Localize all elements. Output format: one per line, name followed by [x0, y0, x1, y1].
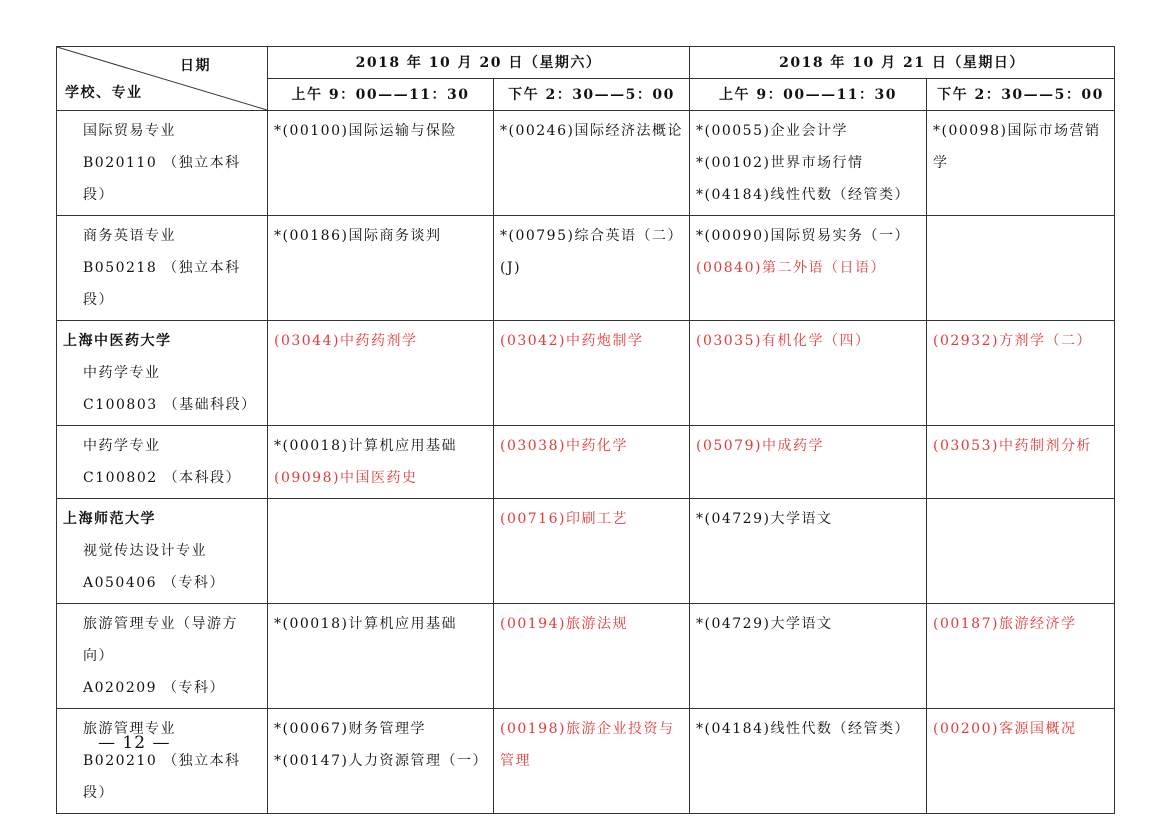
course-entry: *(04729)大学语文 — [696, 616, 833, 632]
day2-am-header: 上午 9：00——11：30 — [690, 79, 927, 111]
exam-slot-cell — [268, 111, 494, 216]
table-row — [57, 111, 1115, 216]
table-row — [57, 499, 1115, 604]
major-name: 旅游管理专业（导游方向） — [83, 616, 238, 664]
major-name: 中药学专业 — [83, 438, 161, 454]
major-code: C100803 （基础科段） — [83, 397, 257, 413]
course-entry: (00200)客源国概况 — [933, 721, 1077, 737]
exam-slot-cell — [690, 111, 927, 216]
exam-slot-cell — [494, 499, 690, 604]
major-code: B020110 （独立本科段） — [83, 155, 241, 203]
major-code: B050218 （独立本科段） — [83, 260, 241, 308]
school-name: 上海中医药大学 — [63, 333, 172, 349]
course-entry: *(00018)计算机应用基础 — [274, 616, 457, 632]
exam-slot-cell — [927, 111, 1115, 216]
exam-slot-cell — [690, 709, 927, 814]
exam-slot-cell — [927, 604, 1115, 709]
exam-slot-cell — [690, 499, 927, 604]
course-entry: (05079)中成药学 — [696, 438, 824, 454]
corner-school-label: 学校、专业 — [65, 85, 143, 101]
exam-slot-cell — [690, 216, 927, 321]
course-entry: (03042)中药炮制学 — [500, 333, 644, 349]
major-code: C100802 （本科段） — [83, 470, 242, 486]
exam-slot-cell — [927, 426, 1115, 499]
major-name: 视觉传达设计专业 — [83, 543, 207, 559]
course-entry: (02932)方剂学（二） — [933, 333, 1092, 349]
course-entry: *(00090)国际贸易实务（一） — [696, 228, 910, 244]
exam-slot-cell — [268, 321, 494, 426]
course-entry: *(04184)线性代数（经管类） — [696, 721, 910, 737]
exam-slot-cell — [927, 499, 1115, 604]
major-cell — [57, 604, 268, 709]
major-code: A050406 （专科） — [83, 575, 226, 591]
major-name: 旅游管理专业 — [83, 721, 176, 737]
course-entry: (00198)旅游企业投资与管理 — [500, 721, 675, 769]
course-entry: *(00067)财务管理学 — [274, 721, 426, 737]
course-entry: (03035)有机化学（四） — [696, 333, 871, 349]
table-row — [57, 321, 1115, 426]
table-row — [57, 709, 1115, 814]
major-code: A020209 （专科） — [83, 680, 226, 696]
exam-slot-cell — [690, 426, 927, 499]
day2-pm-header: 下午 2：30——5：00 — [927, 79, 1115, 111]
exam-slot-cell — [268, 709, 494, 814]
day1-header: 2018 年 10 月 20 日（星期六） — [268, 47, 690, 79]
major-cell — [57, 709, 268, 814]
course-entry: (03038)中药化学 — [500, 438, 628, 454]
header-corner-cell — [57, 47, 268, 111]
major-cell — [57, 111, 268, 216]
course-entry: *(00055)企业会计学 — [696, 123, 848, 139]
table-row — [57, 426, 1115, 499]
exam-slot-cell — [268, 426, 494, 499]
course-entry: (00716)印刷工艺 — [500, 511, 628, 527]
school-name: 上海师范大学 — [63, 511, 156, 527]
major-cell — [57, 499, 268, 604]
exam-slot-cell — [494, 426, 690, 499]
exam-slot-cell — [690, 604, 927, 709]
course-entry: *(00246)国际经济法概论 — [500, 123, 683, 139]
corner-date-label: 日期 — [180, 58, 211, 74]
exam-slot-cell — [494, 709, 690, 814]
course-entry: (00194)旅游法规 — [500, 616, 628, 632]
table-row — [57, 604, 1115, 709]
schedule-body — [57, 111, 1115, 814]
major-cell — [57, 216, 268, 321]
exam-slot-cell — [494, 111, 690, 216]
course-entry: *(00098)国际市场营销学 — [933, 123, 1101, 171]
table-row — [57, 216, 1115, 321]
major-cell — [57, 426, 268, 499]
course-entry: (09098)中国医药史 — [274, 470, 418, 486]
course-entry: (00187)旅游经济学 — [933, 616, 1077, 632]
course-entry: *(00102)世界市场行情 — [696, 155, 864, 171]
course-entry: *(00018)计算机应用基础 — [274, 438, 457, 454]
course-entry: *(04184)线性代数（经管类） — [696, 187, 910, 203]
course-entry: *(00100)国际运输与保险 — [274, 123, 457, 139]
page-number: — 12 — — [98, 733, 171, 753]
exam-slot-cell — [494, 216, 690, 321]
day1-pm-header: 下午 2：30——5：00 — [494, 79, 690, 111]
course-entry: (03053)中药制剂分析 — [933, 438, 1092, 454]
course-entry: *(00795)综合英语（二）(J) — [500, 228, 683, 276]
course-entry: *(04729)大学语文 — [696, 511, 833, 527]
exam-schedule-table — [56, 46, 1115, 814]
major-code: B020210 （独立本科段） — [83, 753, 241, 801]
major-name: 中药学专业 — [83, 365, 161, 381]
exam-slot-cell — [927, 321, 1115, 426]
exam-slot-cell — [268, 499, 494, 604]
major-cell — [57, 321, 268, 426]
exam-slot-cell — [494, 604, 690, 709]
major-name: 国际贸易专业 — [83, 123, 176, 139]
exam-slot-cell — [927, 216, 1115, 321]
course-entry: *(00186)国际商务谈判 — [274, 228, 442, 244]
exam-slot-cell — [494, 321, 690, 426]
exam-slot-cell — [690, 321, 927, 426]
major-name: 商务英语专业 — [83, 228, 176, 244]
course-entry: (03044)中药药剂学 — [274, 333, 418, 349]
course-entry: (00840)第二外语（日语） — [696, 260, 886, 276]
day2-header: 2018 年 10 月 21 日（星期日） — [690, 47, 1115, 79]
exam-slot-cell — [927, 709, 1115, 814]
exam-slot-cell — [268, 604, 494, 709]
exam-slot-cell — [268, 216, 494, 321]
course-entry: *(00147)人力资源管理（一） — [274, 753, 488, 769]
day1-am-header: 上午 9：00——11：30 — [268, 79, 494, 111]
